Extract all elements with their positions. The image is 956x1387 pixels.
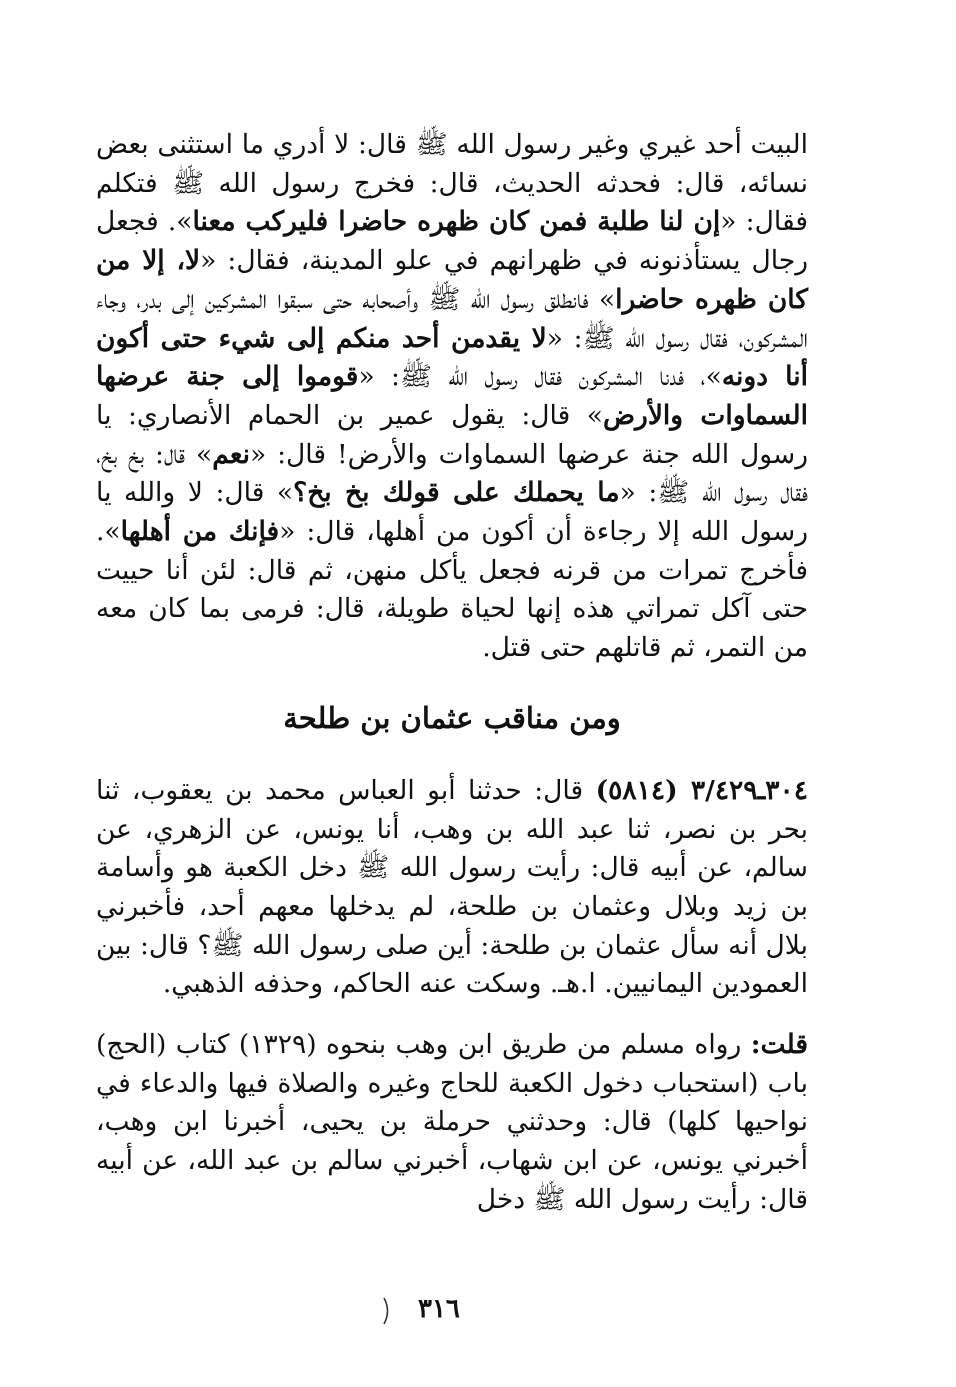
prophetic-quote-text: قوموا إلى جنة عرضها السماوات والأرض (96, 361, 808, 431)
prophetic-quote-text: لا، إلا من كان ظهره حاضرا (96, 245, 808, 315)
narration-text: البيت أحد غيري وغير رسول الله ﷺ قال: لا أدري ما استثنى بعض نسائه، قال: فحدثه الحديث، قال: فخرج رسول الله ﷺ فتكلم فقال: « (96, 129, 809, 238)
page-footer (370, 1294, 490, 1334)
hadith-number: ٣٠٤ (765, 774, 808, 806)
prophetic-quote-text: فإنك من أهلها (120, 516, 280, 548)
narration-text: ». فأخرج تمرات من قرنه فجعل يأكل منهن، ثم قال: لئن أنا حييت حتى آكل تمراتي هذه إنها لحياة طويلة، قال: فرمى بما كان معه من التمر، ثم قاتلهم حتى قتل. (96, 516, 808, 664)
narration-text: ». فجعل رجال يستأذنونه في ظهرانهم في علو المدينة، فقال: « (96, 206, 808, 277)
prophetic-quote-text: نعم (212, 438, 250, 470)
hadith-reference: ٣/٤٢٩ (٥٨١٤) (595, 774, 758, 806)
prophetic-quote-text: إن لنا طلبة فمن كان ظهره حاضرا فليركب معنا (192, 206, 721, 238)
hadith-text: قال: حدثنا أبو العباس محمد بن يعقوب، ثنا بحر بن نصر، ثنا عبد الله بن وهب، أنا يونس، عن الزهري، عن سالم، عن أبيه قال: رأيت رسول الله ﷺ دخل الكعبة هو وأسامة بن زيد وبلال وعثمان بن طلحة، لم يدخلها معهم أحد، فأخبرني بلال أنه سأل عثمان بن طلحة: أين صلى رسول الله ﷺ؟ قال: بين العمودين اليمانيين. ا.هـ. وسكت عنه الحاكم، وحذفه الذهبي. (96, 774, 808, 1000)
hadith-304-paragraph (96, 772, 808, 1004)
narration-text: » قال: لا والله يا رسول الله إلا رجاءة أن أكون من أهلها، قال: « (96, 477, 808, 548)
section-heading: ومن مناقب عثمان بن طلحة (283, 700, 621, 735)
bracket-ornament-icon (380, 1296, 394, 1326)
narration-text: »، فدنا المشركون فقال رسول الله ﷺ: « (358, 361, 722, 393)
narration-text: » قال: يقول عمير بن الحمام الأنصاري: يا رسول الله جنة عرضها السماوات والأرض! قال: « (96, 399, 808, 470)
author-note-paragraph (96, 1026, 808, 1220)
hadith-dash: ـ (757, 774, 766, 806)
narration-text: » قال: بخ بخ، فقال رسول الله ﷺ: « (96, 438, 808, 509)
note-label: قلت: (750, 1029, 809, 1061)
page-number: ٣١٦ (418, 1294, 460, 1324)
note-text: رواه مسلم من طريق ابن وهب بنحوه (١٣٢٩) كتاب (الحج) باب (استحباب دخول الكعبة للحاج وغيره والصلاة فيها والدعاء في نواحيها كلها) قال: وحدثني حرملة بن يحيى، أخبرنا ابن وهب، أخبرني يونس، عن ابن شهاب، أخبرني سالم بن عبد الله، عن أبيه قال: رأيت رسول الله ﷺ دخل (96, 1029, 808, 1215)
paragraph-gap (96, 1004, 808, 1026)
hadith-continuation-paragraph (96, 126, 808, 668)
prophetic-quote-text: ما يحملك على قولك بخ بخ؟ (293, 477, 620, 509)
page-body (96, 126, 808, 1220)
narration-text: » فانطلق رسول الله ﷺ وأصحابه حتى سبقوا المشركين إلى بدر، وجاء المشركون، فقال رسول الله ﷺ: « (96, 283, 808, 354)
prophetic-quote-text: لا يقدمن أحد منكم إلى شيء حتى أكون أنا دونه (96, 322, 808, 393)
